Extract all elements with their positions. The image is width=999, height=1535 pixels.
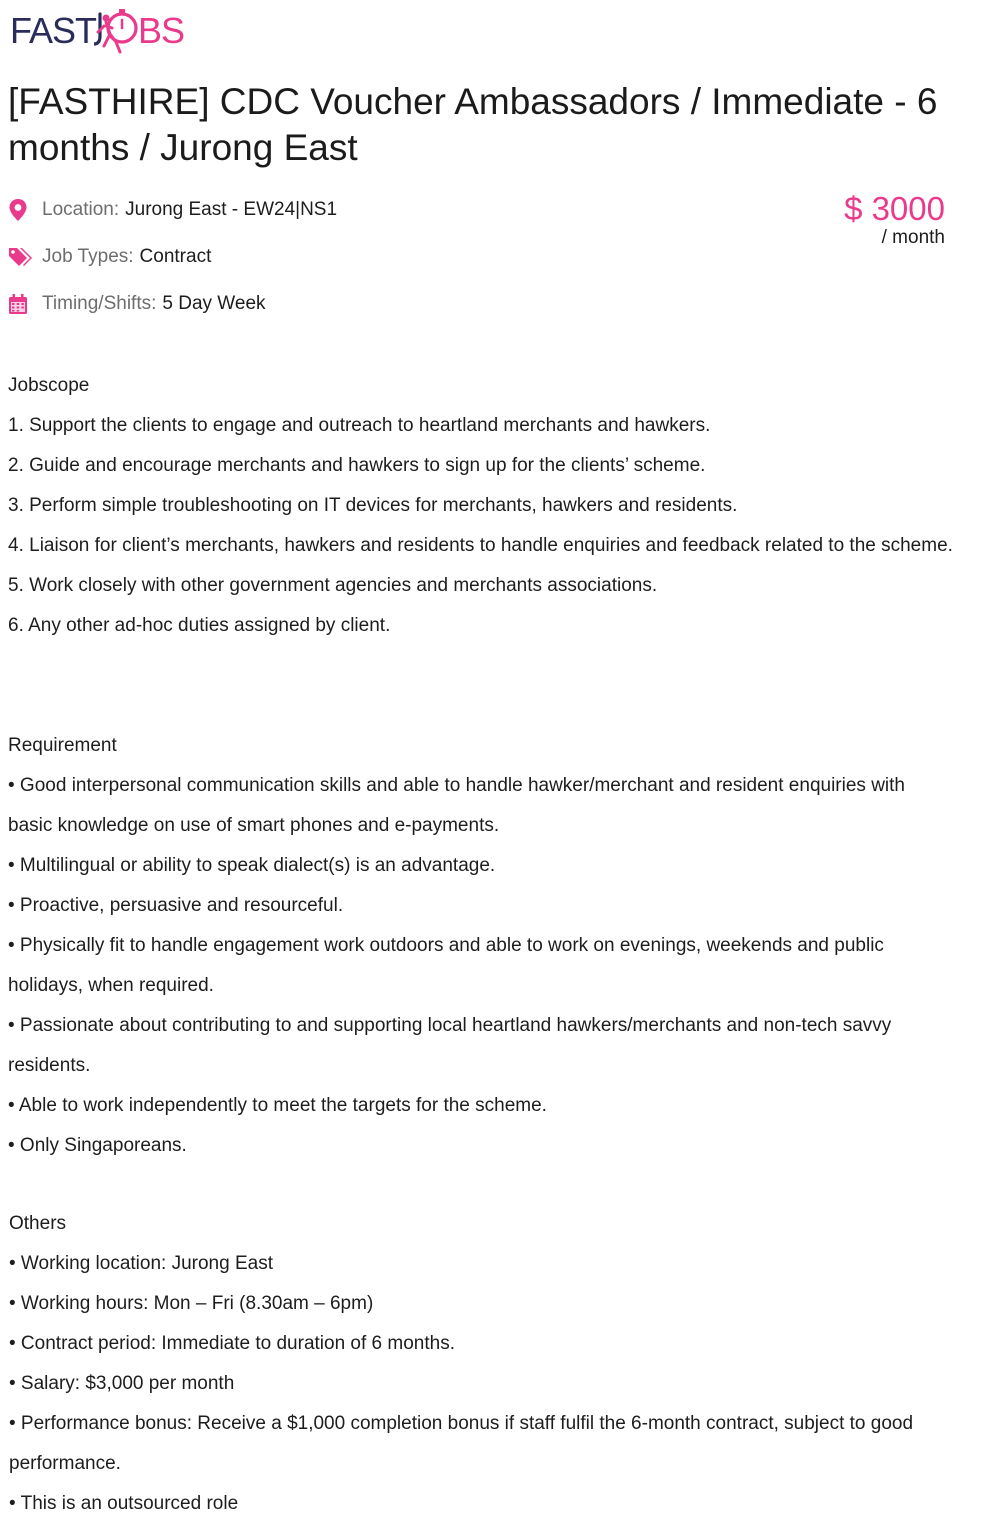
jobscope-item: 6. Any other ad-hoc duties assigned by client. [8,615,391,636]
others-item: • Performance bonus: Receive a $1,000 completion bonus if staff fulfil the 6-month contract, subject to good performance. [9,1413,914,1474]
salary-block [844,190,945,248]
requirement-item: • Passionate about contributing to and supporting local heartland hawkers/merchants and non-tech savvy residents. [8,1015,892,1076]
salary-amount: $ 3000 [844,190,945,227]
job-types-row [8,244,211,270]
job-types-value: Contract [139,246,212,267]
others-item: • Contract period: Immediate to duration of 6 months. [9,1333,455,1354]
requirement-item: • Able to work independently to meet the targets for the scheme. [8,1095,547,1116]
location-value: Jurong East - EW24|NS1 [125,199,338,220]
others-item: • This is an outsourced role [9,1493,239,1514]
timing-value: 5 Day Week [162,293,266,314]
jobscope-item: 4. Liaison for client’s merchants, hawkers and residents to handle enquiries and feedback related to the scheme. [8,535,953,556]
jobscope-item: 3. Perform simple troubleshooting on IT devices for merchants, hawkers and residents. [8,495,738,516]
jobscope-item: 1. Support the clients to engage and outreach to heartland merchants and hawkers. [8,415,711,436]
fastjobs-logo[interactable] [10,6,184,56]
logo-mascot-icon [94,6,140,56]
location-row [8,197,337,223]
jobscope-heading: Jobscope [8,375,90,396]
requirement-item: • Physically fit to handle engagement work outdoors and able to work on evenings, weekends and public holidays, when required. [8,935,884,996]
others-item: • Working hours: Mon – Fri (8.30am – 6pm) [9,1293,374,1314]
others-item: • Working location: Jurong East [9,1253,273,1274]
others-item: • Salary: $3,000 per month [9,1373,235,1394]
jobscope-item: 5. Work closely with other government agencies and merchants associations. [8,575,658,596]
logo-text-right: BS [138,10,185,51]
requirement-heading: Requirement [8,735,117,756]
logo-text-left: FAST [10,10,97,51]
timing-label: Timing/Shifts: [42,293,157,314]
requirement-section [8,726,953,1166]
tags-icon [8,245,34,269]
requirement-item: • Multilingual or ability to speak dialect(s) is an advantage. [8,855,496,876]
salary-period: / month [881,227,945,248]
map-pin-icon [8,198,34,222]
others-heading: Others [9,1213,67,1234]
calendar-icon [8,292,34,316]
timing-row [8,291,266,317]
jobscope-item: 2. Guide and encourage merchants and hawkers to sign up for the clients’ scheme. [8,455,706,476]
requirement-item: • Only Singaporeans. [8,1135,187,1156]
requirement-item: • Proactive, persuasive and resourceful. [8,895,344,916]
others-section [9,1204,954,1524]
job-types-label: Job Types: [42,246,134,267]
location-label: Location: [42,199,120,220]
jobscope-section [8,366,953,646]
job-title: [FASTHIRE] CDC Voucher Ambassadors / Immediate - 6 months / Jurong East [8,81,938,168]
requirement-item: • Good interpersonal communication skills and able to handle hawker/merchant and resident enquiries with basic knowledge on use of smart phones and e-payments. [8,775,905,836]
